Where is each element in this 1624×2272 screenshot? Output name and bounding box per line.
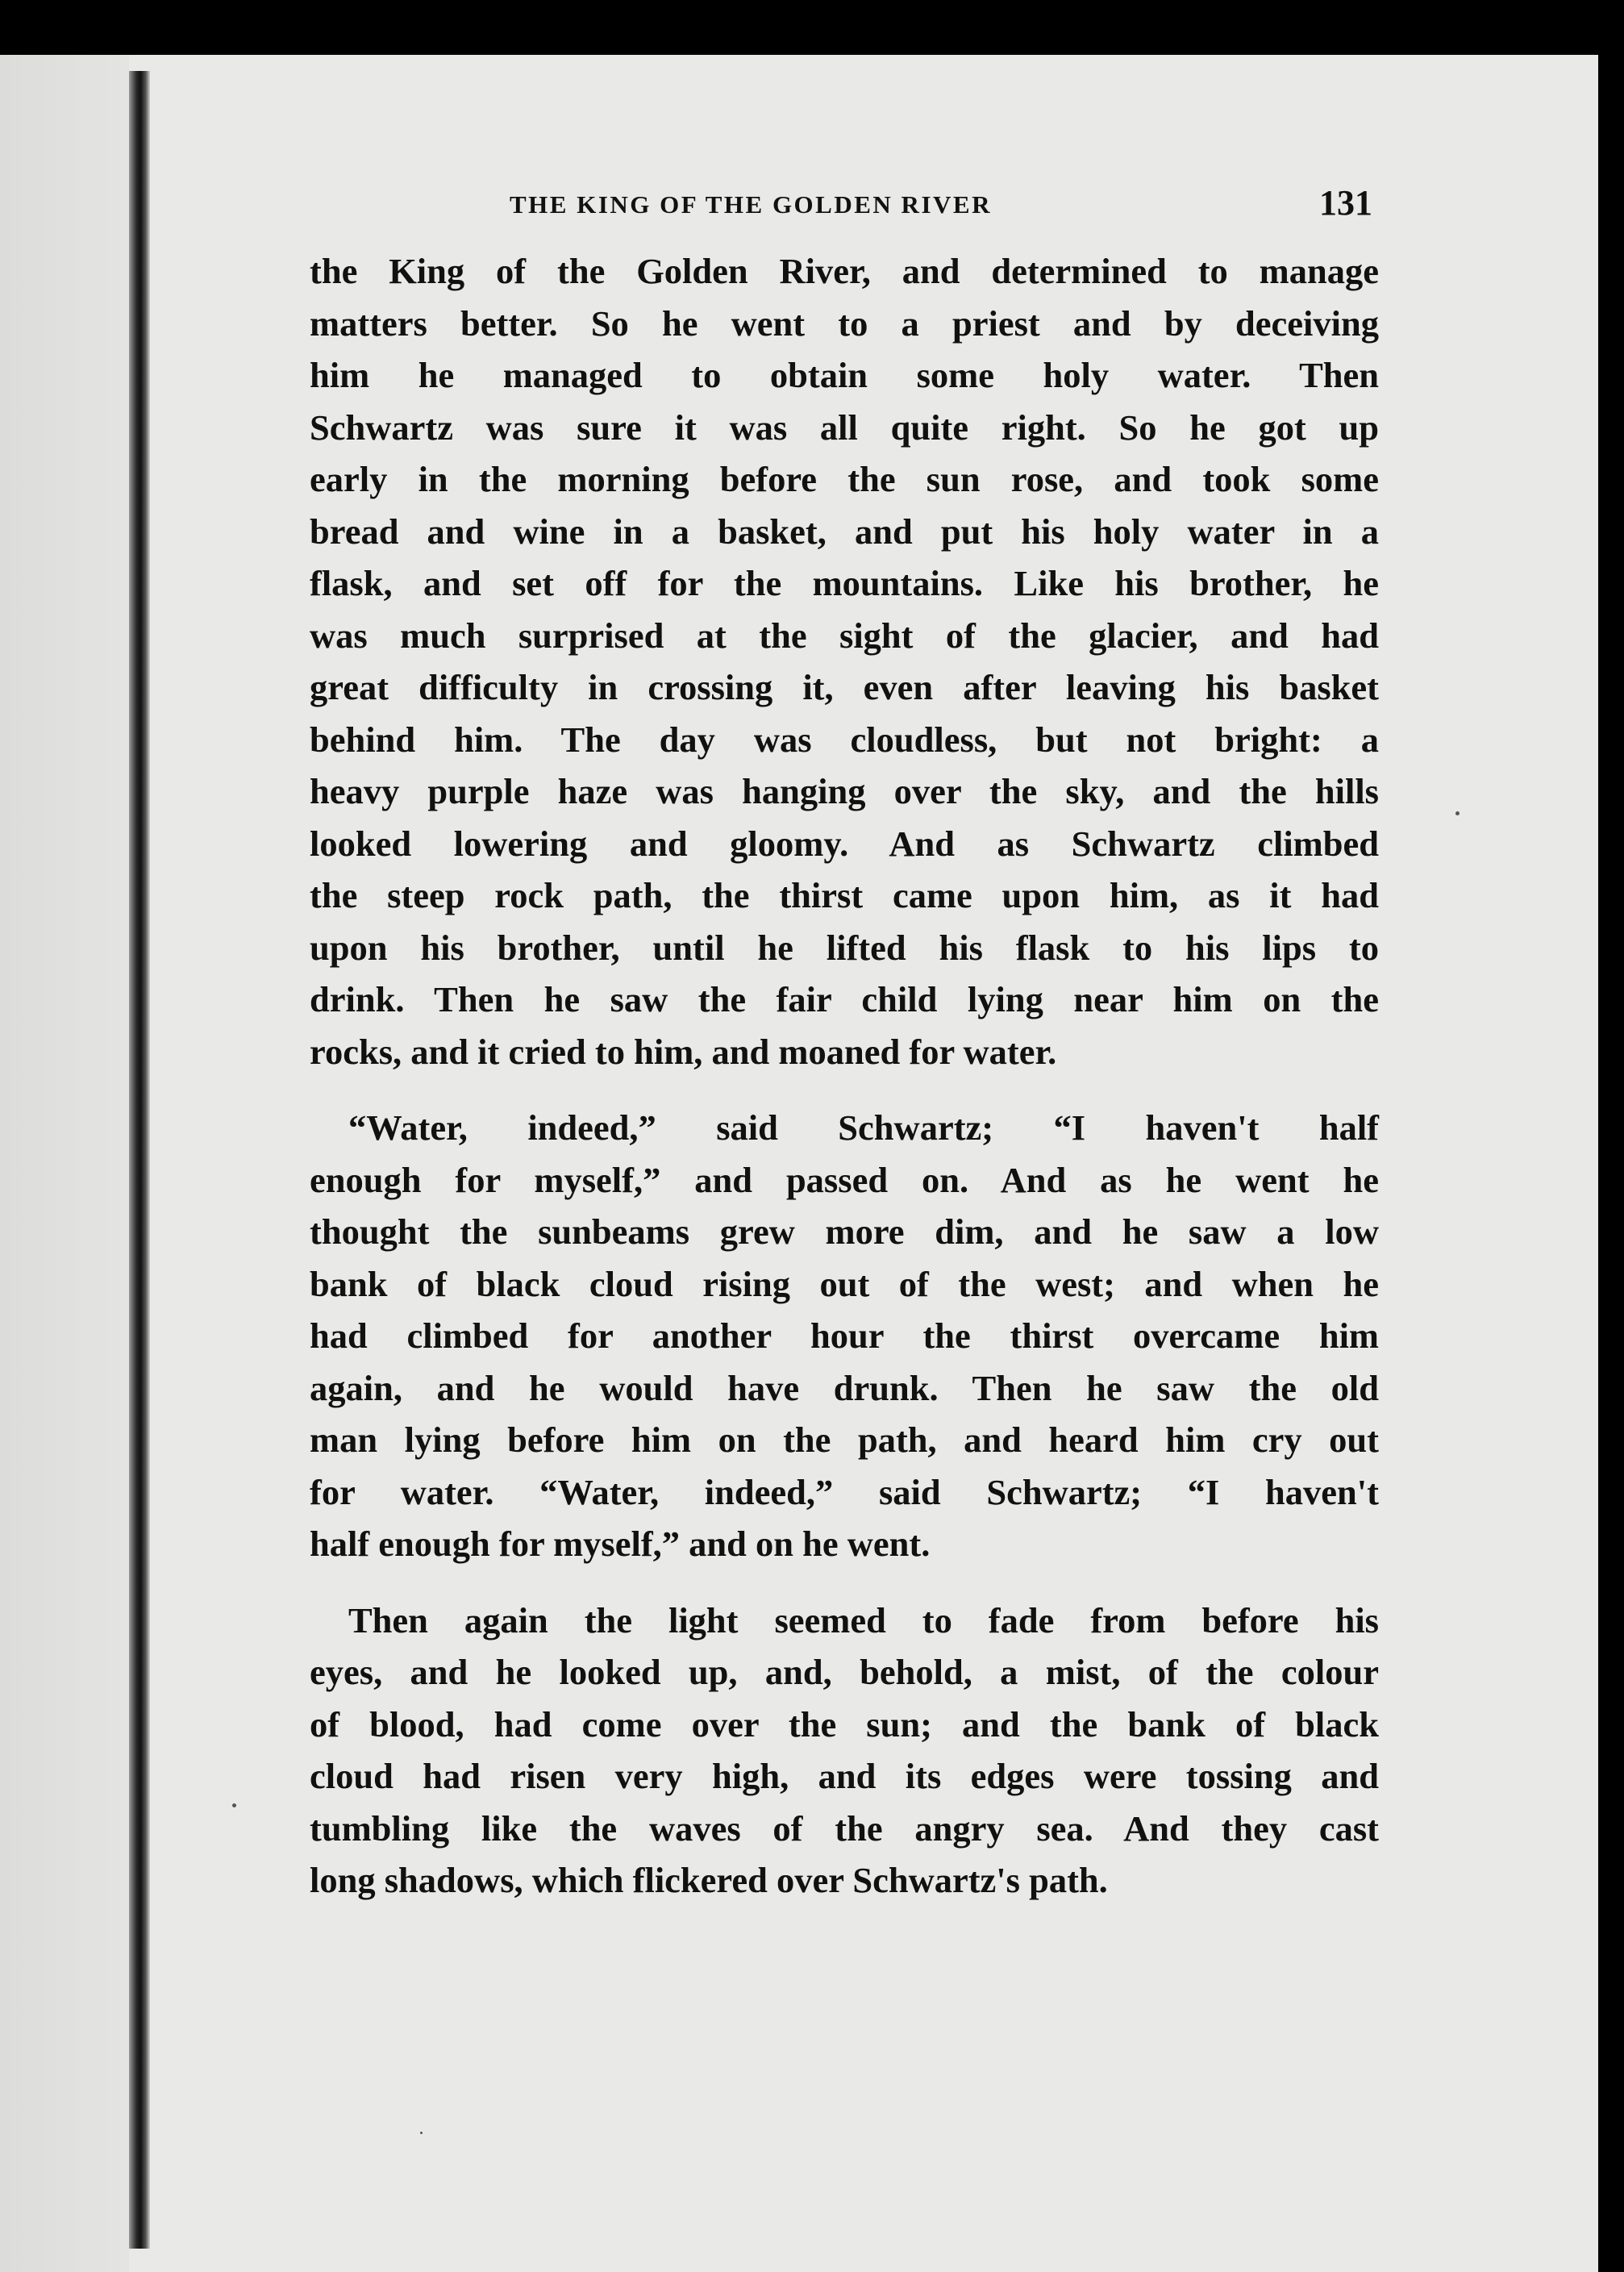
text-line: the steep rock path, the thirst came upon him, as it had xyxy=(310,875,1379,915)
text-line: Then again the light seemed to fade from before his xyxy=(348,1599,1379,1640)
text-line: flask, and set off for the mountains. Like his brother, he xyxy=(310,563,1379,603)
text-line: long shadows, which flickered over Schwartz's path. xyxy=(310,1860,1108,1900)
text-line: thought the sunbeams grew more dim, and he saw a low xyxy=(310,1211,1379,1252)
text-line: Schwartz was sure it was all quite right. So he got up xyxy=(310,406,1379,448)
text-line: drink. Then he saw the fair child lying near him on the xyxy=(310,979,1379,1019)
running-head xyxy=(310,183,1379,240)
text-line: for water. “Water, indeed,” said Schwartz; “I haven't xyxy=(310,1471,1379,1512)
paragraph xyxy=(310,245,1379,1078)
text-line: was much surprised at the sight of the glacier, and had xyxy=(310,615,1379,656)
text-line: half enough for myself,” and on he went. xyxy=(310,1524,931,1564)
page-content xyxy=(310,183,1379,1907)
body-text xyxy=(310,245,1379,1907)
text-line: matters better. So he went to a priest and by deceiving xyxy=(310,302,1379,344)
text-line: him he managed to obtain some holy water. Then xyxy=(310,355,1379,395)
text-line: looked lowering and gloomy. And as Schwartz climbed xyxy=(310,823,1379,864)
text-line: man lying before him on the path, and heard him cry out xyxy=(310,1419,1379,1460)
text-line: bread and wine in a basket, and put his holy water in a xyxy=(310,511,1379,552)
running-title: THE KING OF THE GOLDEN RIVER xyxy=(510,190,992,219)
text-line: rocks, and it cried to him, and moaned for water. xyxy=(310,1031,1057,1072)
text-line: great difficulty in crossing it, even after leaving his basket xyxy=(310,667,1379,707)
paragraph xyxy=(310,1595,1379,1907)
text-line: eyes, and he looked up, and, behold, a mist, of the colour xyxy=(310,1652,1379,1692)
text-line: behind him. The day was cloudless, but not bright: a xyxy=(310,719,1379,760)
text-line: upon his brother, until he lifted his flask to his lips to xyxy=(310,927,1379,968)
text-line: of blood, had come over the sun; and the bank of black xyxy=(310,1703,1379,1745)
text-line: cloud had risen very high, and its edges were tossing and xyxy=(310,1756,1379,1796)
text-line: heavy purple haze was hanging over the sky, and the hills xyxy=(310,771,1379,811)
page-number: 131 xyxy=(1319,183,1372,223)
scan-speck xyxy=(1455,811,1460,815)
scan-speck xyxy=(232,1803,236,1807)
paragraph xyxy=(310,1102,1379,1570)
scan-speck xyxy=(420,2132,423,2134)
text-line: had climbed for another hour the thirst overcame him xyxy=(310,1315,1379,1356)
text-line: bank of black cloud rising out of the west; and when he xyxy=(310,1263,1379,1304)
text-line: enough for myself,” and passed on. And as he went he xyxy=(310,1159,1379,1200)
text-line: early in the morning before the sun rose, and took some xyxy=(310,459,1379,499)
page-gutter-shadow xyxy=(0,55,129,2272)
text-line: the King of the Golden River, and determined to manage xyxy=(310,251,1379,291)
text-line: “Water, indeed,” said Schwartz; “I haven't half xyxy=(348,1107,1379,1148)
book-binding-edge xyxy=(129,71,150,2249)
text-line: again, and he would have drunk. Then he saw the old xyxy=(310,1367,1379,1408)
text-line: tumbling like the waves of the angry sea. And they cast xyxy=(310,1807,1379,1849)
